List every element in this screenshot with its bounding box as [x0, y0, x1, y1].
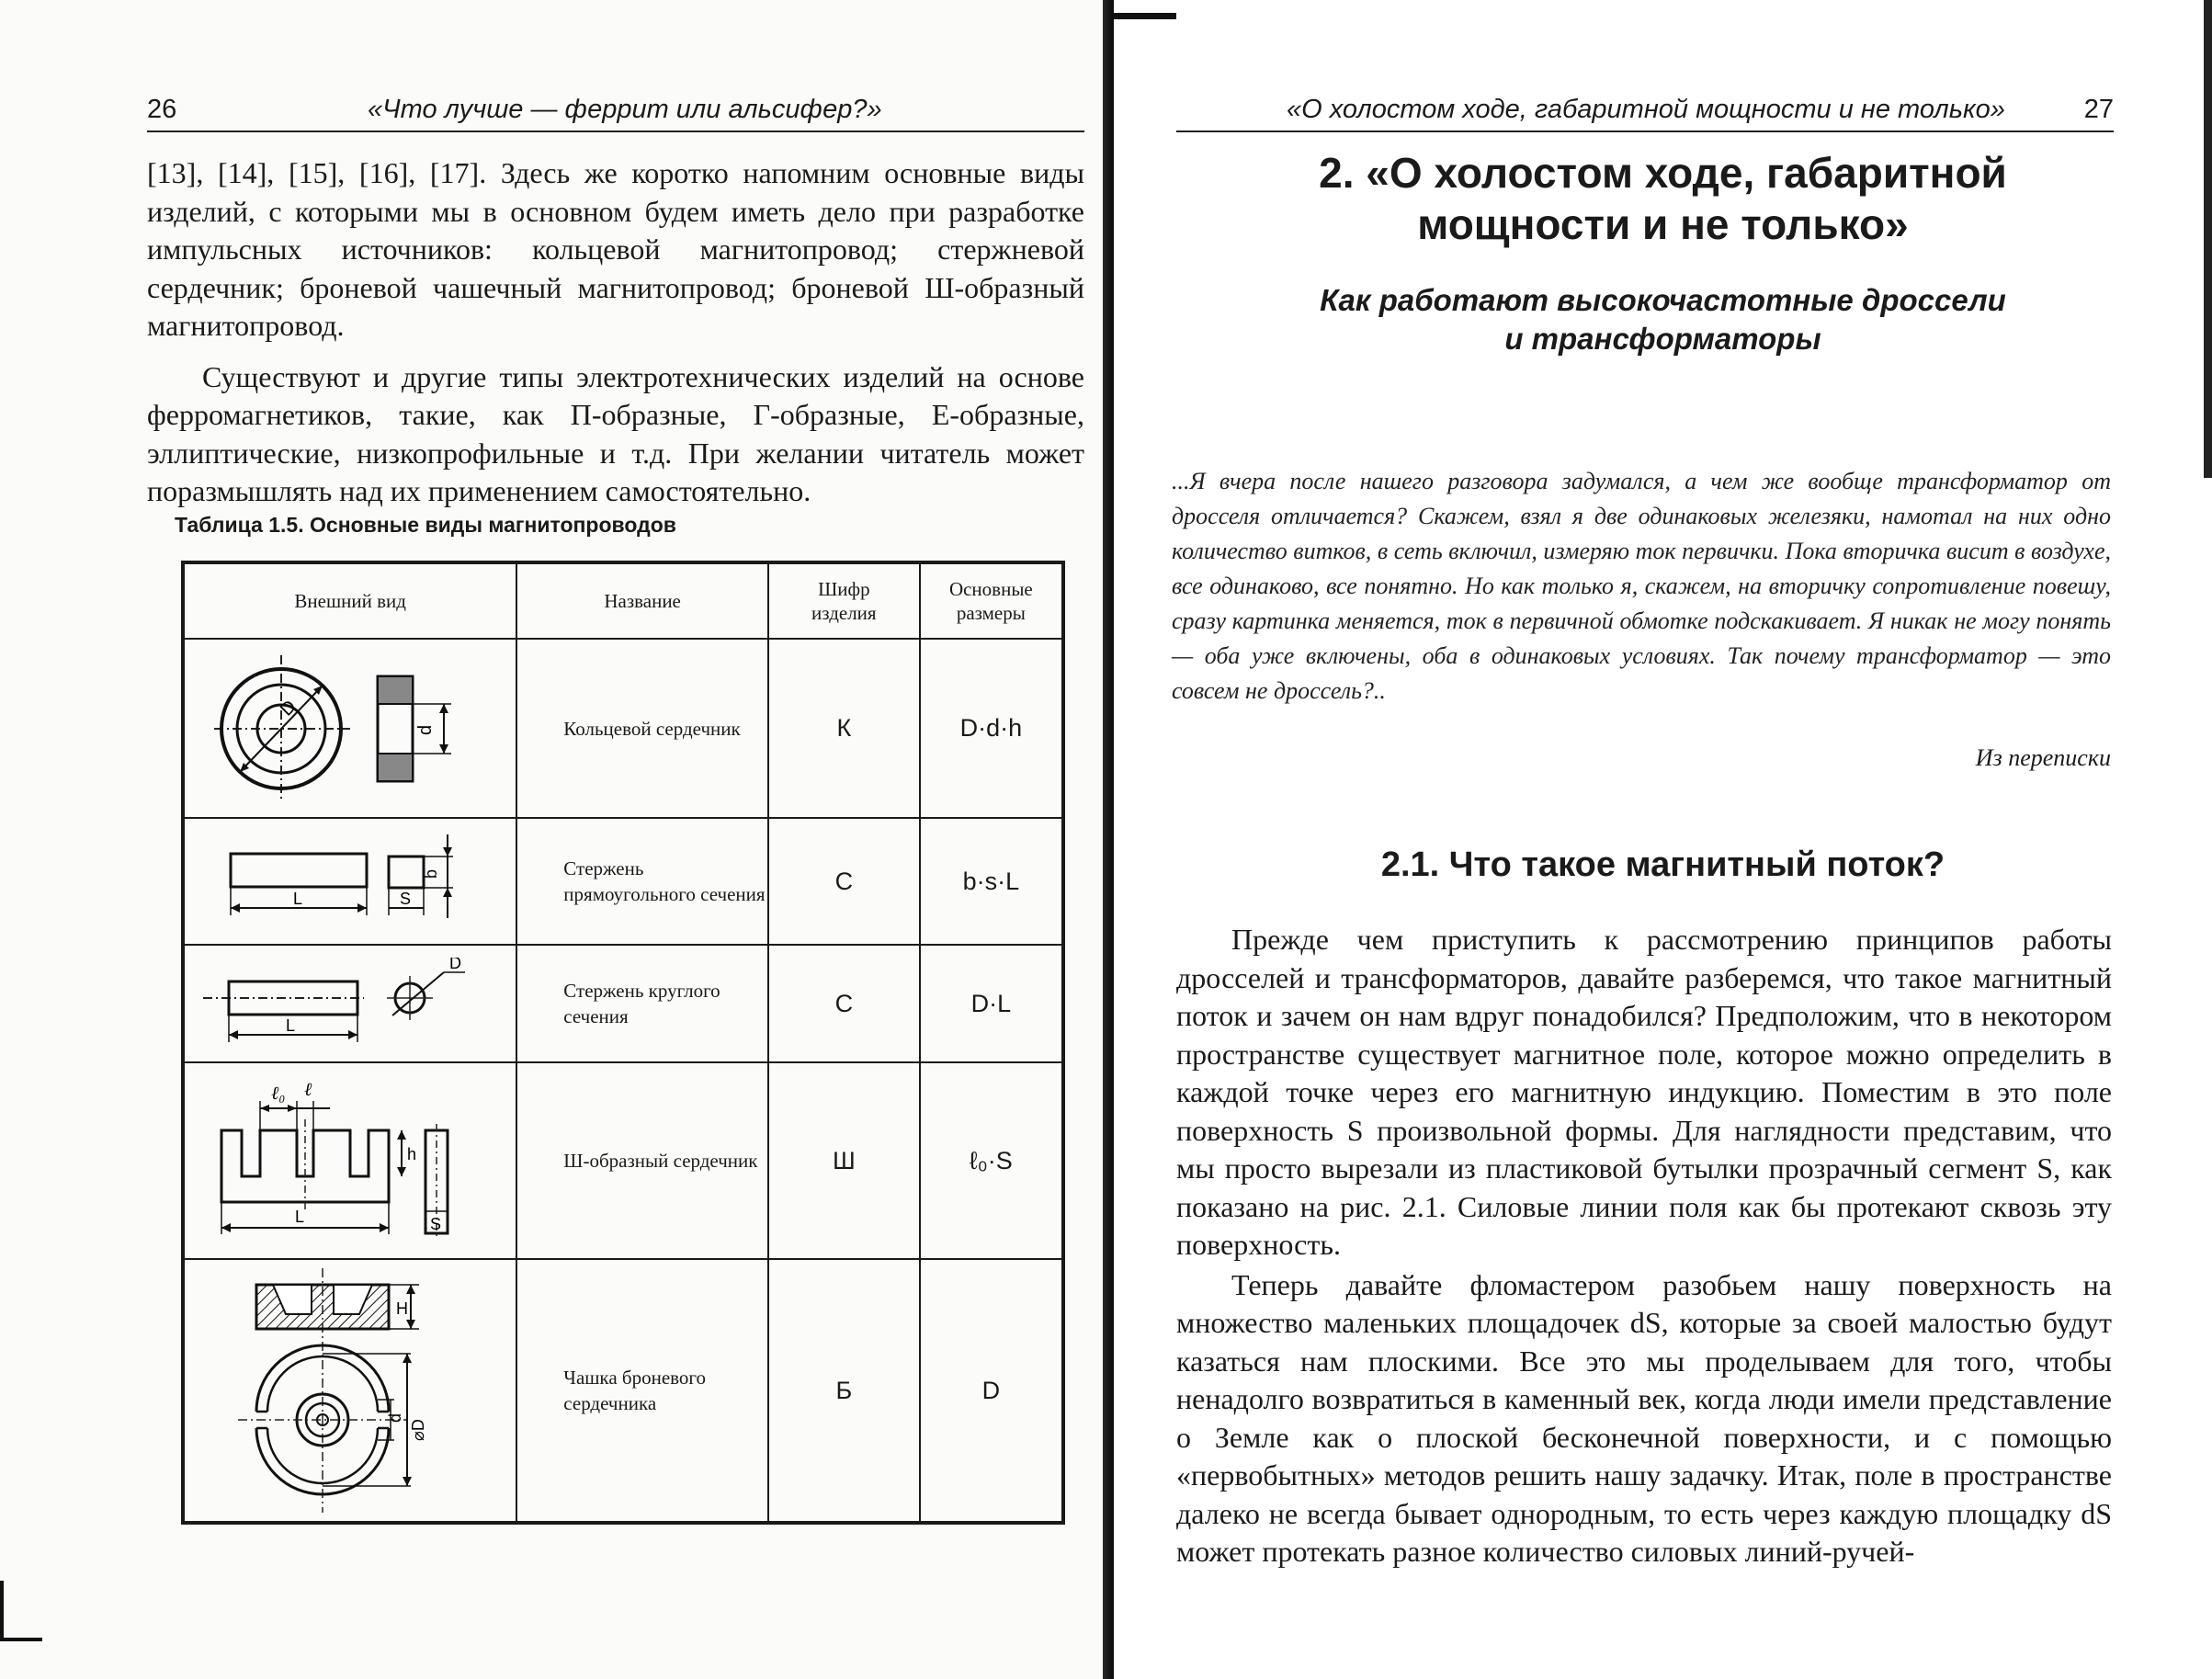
- chapter-title-line-2: мощности и не только»: [1417, 200, 1909, 248]
- row-dims: ℓ₀·S: [920, 1062, 1063, 1259]
- epigraph-source: Из переписки: [1975, 744, 2111, 771]
- right-page-number: 27: [2083, 95, 2114, 124]
- w-core-drawing: [212, 1073, 488, 1248]
- left-paragraph-2: Существуют и другие типы электротехнических изделий на основе ферромагнетиков, такие, как П-образные, Г-образные, Е-образные, эллиптические, низкопрофильные и т.д. При желании читатель может поразмышлять над их применением самостоятельно.: [147, 359, 1084, 507]
- row-code: К: [768, 639, 920, 818]
- chapter-title: [1114, 147, 2212, 250]
- pot-label-d: d: [386, 1412, 405, 1423]
- row-code: С: [768, 945, 920, 1062]
- w-label-L: L: [295, 1208, 305, 1226]
- left-running-title: «Что лучше — феррит или альсифер?»: [368, 95, 882, 124]
- ring-core-drawing-cell: [183, 639, 516, 818]
- row-dims: b·s·L: [920, 818, 1063, 945]
- header-appearance: Внешний вид: [183, 562, 516, 639]
- row-name: Кольцевой сердечник: [516, 639, 768, 818]
- rect-rod-drawing-cell: [183, 818, 516, 945]
- ring-core-drawing: [212, 651, 488, 807]
- w-core-drawing-cell: [183, 1062, 516, 1259]
- pot-label-H: H: [396, 1299, 409, 1318]
- right-running-title: «О холостом ходе, габаритной мощности и не только»: [1287, 95, 2005, 124]
- right-running-header: [1176, 88, 2114, 132]
- row-dims: D: [920, 1259, 1063, 1523]
- w-label-h: h: [407, 1145, 417, 1163]
- round-rod-label-D: D: [449, 958, 462, 972]
- right-paragraph-2: Теперь давайте фломастером разобьем нашу поверхность на множество маленьких площадочек dS, которые за своей малостью будут казаться нам плоскими. Все это мы проделываем для того, чтобы ненадолго возвратиться в каменный век, когда люди имели представление о Земле как о плоской бесконечной поверхности, и с помощью «первобытных» методов решить нашу задачку. Итак, поле в пространстве далеко не всегда бывает однородным, то есть через каждую площадку dS может протекать разное количество силовых линий-ручей-: [1176, 1267, 2112, 1568]
- pot-core-drawing-cell: [183, 1259, 516, 1523]
- rod-label-L: L: [293, 890, 303, 908]
- right-paragraph-1: Прежде чем приступить к рассмотрению принципов работы дросселей и трансформаторов, давайте разберемся, что такое магнитный поток и зачем он нам вдруг понадобился? Предположим, что в некотором пространстве существует магнитное поле, которое можно определить в каждой точке через его магнитную индукцию. Поместим в это поле поверхность S произвольной формы. Для наглядности представим, что мы просто вырезали из пластиковой бутылки прозрачный сегмент S, как показано на рис. 2.1. Силовые линии поля как бы протекают сквозь эту поверхность.: [1176, 923, 2112, 1261]
- table-row: [183, 639, 1063, 818]
- table-row: [183, 818, 1063, 945]
- magnetic-core-table: [181, 561, 1065, 1525]
- ring-label-D: D: [277, 696, 301, 720]
- row-name: Стержень круглого сечения: [516, 945, 768, 1062]
- row-code: Б: [768, 1259, 920, 1523]
- header-code-text: Шифр изделия: [811, 578, 877, 624]
- section-title: 2.1. Что такое магнитный поток?: [1380, 845, 1945, 884]
- row-name: Стержень прямоугольного сечения: [516, 818, 768, 945]
- table-row: [183, 945, 1063, 1062]
- table-caption: Таблица 1.5. Основные виды магнитопроводов: [175, 513, 676, 537]
- row-code: С: [768, 818, 920, 945]
- left-running-header: [147, 88, 1084, 132]
- row-name: Ш-образный сердечник: [516, 1062, 768, 1259]
- header-name: Название: [516, 562, 768, 639]
- w-label-l: ℓ: [304, 1080, 312, 1100]
- left-paragraph-1: [13], [14], [15], [16], [17]. Здесь же коротко напомним основные виды изделий, с которыми мы в основном будем иметь дело при разработке импульсных источников: кольцевой магнитопровод; стержневой сердечник; броневой чашечный магнитопровод; броневой Ш-образный магнитопровод.: [147, 156, 1084, 342]
- row-code: Ш: [768, 1062, 920, 1259]
- row-name: Чашка броневого сердечника: [516, 1259, 768, 1523]
- w-label-l0: ℓ₀: [271, 1083, 286, 1104]
- round-rod-drawing: [203, 958, 497, 1049]
- rect-rod-drawing: [212, 831, 488, 932]
- pot-core-drawing: [212, 1266, 488, 1515]
- chapter-subtitle: [1114, 281, 2212, 358]
- table-row: [183, 1259, 1063, 1523]
- row-dims: D·d·h: [920, 639, 1063, 818]
- row-dims: D·L: [920, 945, 1063, 1062]
- right-body-text: [1176, 921, 2112, 1571]
- round-rod-drawing-cell: [183, 945, 516, 1062]
- rod-label-b: b: [422, 868, 441, 879]
- round-rod-label-L: L: [286, 1016, 296, 1035]
- header-code: [768, 562, 920, 639]
- ring-label-d: d: [415, 724, 437, 735]
- left-page-number: 26: [147, 95, 177, 124]
- spine-hook: [1114, 13, 1176, 19]
- left-body-text: [147, 154, 1084, 511]
- page-edge-mark: [0, 1581, 4, 1641]
- header-dims: [920, 562, 1063, 639]
- w-label-S: S: [430, 1215, 442, 1233]
- chapter-title-line-1: 2. «О холостом ходе, габаритной: [1319, 149, 2007, 197]
- page-corner-mark: [0, 1638, 42, 1641]
- table-row: [183, 1062, 1063, 1259]
- header-dims-text: Основные размеры: [948, 578, 1033, 624]
- epigraph: ...Я вчера после нашего разговора задумался, а чем же вообще трансформатор от дросселя отличается? Скажем, взял я две одинаковых железяки, намотал на них одно количество витков, в сеть включил, измеряю ток первички. Пока вторичка висит в воздухе, все одинаково, все понятно. Но как только я, скажем, на вторичку сопротивление повешу, сразу картинка меняется, ток в первичной обмотке подскакивает. Я никак не могу понять — оба уже включены, оба в одинаковых условиях. Так почему трансформатор — это совсем не дроссель?..: [1172, 468, 2111, 704]
- rod-label-S: S: [400, 890, 412, 908]
- table-header-row: [183, 562, 1063, 639]
- subtitle-line-1: Как работают высокочастотные дроссели: [1320, 283, 2006, 317]
- pot-label-phi-D: ⌀D: [409, 1419, 428, 1441]
- subtitle-line-2: и трансформаторы: [1504, 322, 1821, 356]
